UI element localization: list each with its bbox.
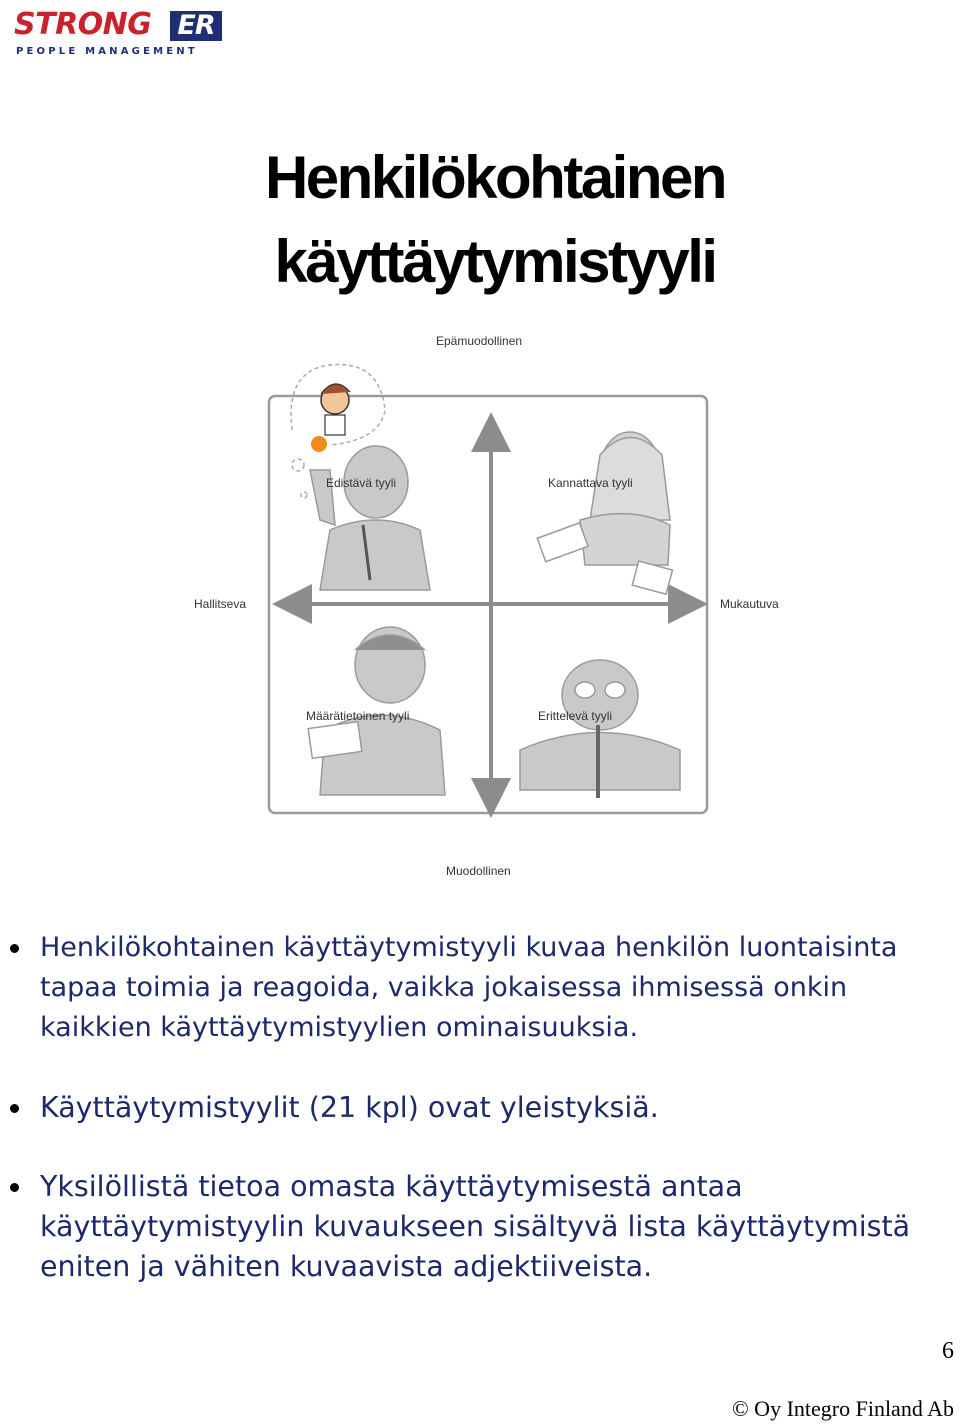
diagram-graphic [180,320,800,890]
bullet-item: Henkilökohtainen käyttäytymistyyli kuvaa henkilön luontaisinta tapaa toimia ja reagoida, vaikka jokaisessa ihmisessä onkin kaikkien käyttäytymistyylien ominaisuuksia. [40,928,955,1048]
quadrant-label-top-right: Kannattava tyyli [548,476,633,490]
axis-label-right: Mukautuva [720,597,779,611]
promoting-style-figure [310,446,430,590]
behavior-style-diagram [180,320,800,890]
analytical-style-figure [520,660,680,798]
logo-tagline: PEOPLE MANAGEMENT [16,46,198,57]
axis-label-bottom: Muodollinen [446,864,511,878]
page-title-line-1: Henkilökohtainen [264,144,726,211]
quadrant-label-bottom-right: Erittelevä tyyli [538,709,613,723]
quadrant-label-bottom-left: Määrätietoinen tyyli [306,709,410,723]
page-title [0,136,960,304]
company-logo [14,8,224,56]
cartoon-person-icon [311,384,350,452]
page-title-line-2: käyttäytymistyyli [274,228,716,295]
supporting-style-figure [537,432,672,594]
page-number: 6 [942,1338,954,1364]
axis-label-left: Hallitseva [194,597,247,611]
quadrant-label-top-left: Edistävä tyyli [326,476,397,490]
logo-wordmark: STRONG [14,7,152,42]
logo-wordmark-box: ER [170,11,222,41]
bullet-item: Käyttäytymistyylit (21 kpl) ovat yleistyksiä. [40,1088,955,1128]
axis-label-top: Epämuodollinen [436,334,523,348]
copyright-notice: © Oy Integro Finland Ab [731,1396,954,1421]
bullet-item: Yksilöllistä tietoa omasta käyttäytymisestä antaa käyttäytymistyylin kuvaukseen sisältyvä lista käyttäytymistä eniten ja vähiten kuvaavista adjektiiveista. [40,1167,955,1287]
